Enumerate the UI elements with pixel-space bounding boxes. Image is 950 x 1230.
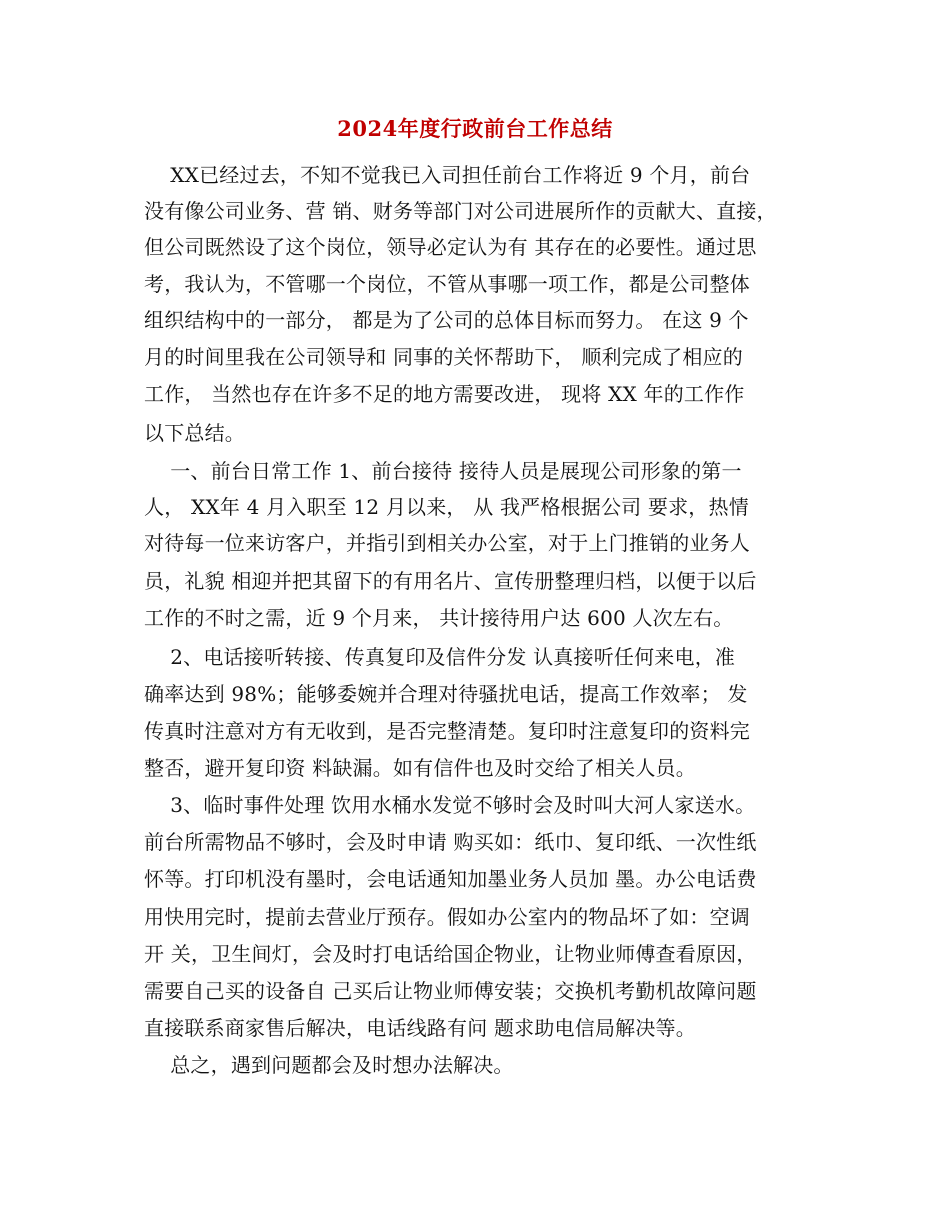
document-title: 2024年度行政前台工作总结 <box>337 116 613 141</box>
body-line: 工作的不时之需，近 9 个月来， 共计接待用户达 600 人次左右。 <box>144 606 734 630</box>
body-line: 但公司既然设了这个岗位，领导必定认为有 其存在的必要性。通过思 <box>144 235 757 259</box>
body-line: 传真时注意对方有无收到，是否完整清楚。复印时注意复印的资料完 <box>144 719 750 743</box>
body-line: 整否，避开复印资 料缺漏。如有信件也及时交给了相关人员。 <box>144 756 696 780</box>
body-line: 员，礼貌 相迎并把其留下的有用名片、宣传册整理归档，以便于以后 <box>144 569 757 593</box>
body-line: 开 关，卫生间灯，会及时打电话给国企物业，让物业师傅查看原因， <box>144 942 757 966</box>
body-line: 一、前台日常工作 1、前台接待 接待人员是展现公司形象的第一 <box>144 459 742 483</box>
body-line: 直接联系商家售后解决，电话线路有问 题求助电信局解决等。 <box>144 1016 696 1040</box>
body-line: 以下总结。 <box>144 421 245 445</box>
body-line: 需要自己买的设备自 己买后让物业师傅安装；交换机考勤机故障问题 <box>144 979 757 1003</box>
body-line: 工作， 当然也存在许多不足的地方需要改进， 现将 XX 年的工作作 <box>144 382 745 406</box>
body-line: 总之，遇到问题都会及时想办法解决。 <box>144 1053 514 1077</box>
body-line: 人， XX年 4 月入职至 12 月以来， 从 我严格根据公司 要求，热情 <box>144 495 749 519</box>
body-line: 月的时间里我在公司领导和 同事的关怀帮助下， 顺利完成了相应的 <box>144 345 743 369</box>
body-line: 考，我认为，不管哪一个岗位，不管从事哪一项工作，都是公司整体 <box>144 272 750 296</box>
body-line: 对待每一位来访客户，并指引到相关办公室，对于上门推销的业务人 <box>144 531 750 555</box>
body-line: 确率达到 98%；能够委婉并合理对待骚扰电话，提高工作效率； 发 <box>144 682 748 706</box>
body-line: 怀等。打印机没有墨时，会电话通知加墨业务人员加 墨。办公电话费 <box>144 867 757 891</box>
body-line: 3、临时事件处理 饮用水桶水发觉不够时会及时叫大河人家送水。 <box>144 793 756 817</box>
body-line: 没有像公司业务、营 销、财务等部门对公司进展所作的贡献大、直接， <box>144 199 777 223</box>
body-line: 用快用完时，提前去营业厅预存。假如办公室内的物品坏了如：空调 <box>144 905 750 929</box>
body-line: XX已经过去，不知不觉我已入司担任前台工作将近 9 个月，前台 <box>144 163 751 187</box>
body-line: 前台所需物品不够时，会及时申请 购买如：纸巾、复印纸、一次性纸 <box>144 830 757 854</box>
body-line: 组织结构中的一部分， 都是为了公司的总体目标而努力。 在这 9 个 <box>144 308 749 332</box>
body-line: 2、电话接听转接、传真复印及信件分发 认真接听任何来电，准 <box>144 645 736 669</box>
